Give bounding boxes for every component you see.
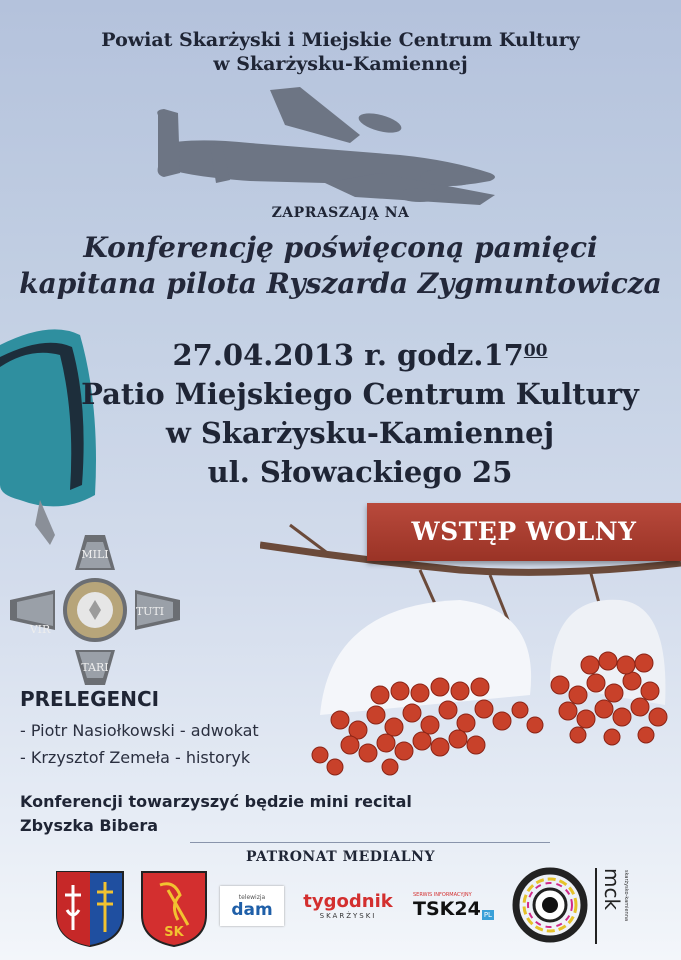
tygodnik-logo-sub: SKARŻYSKI: [319, 912, 377, 920]
conference-title-line-2: kapitana pilota Ryszarda Zygmuntowicza: [19, 267, 662, 300]
tygodnik-logo: [297, 890, 399, 922]
mck-text-logo: [595, 868, 627, 944]
event-details: [60, 336, 660, 492]
event-address: ul. Słowackiego 25: [207, 455, 513, 489]
mck-eye-logo: [512, 867, 588, 943]
city-coat-of-arms-logo: [140, 870, 208, 948]
divider: [190, 842, 550, 843]
mck-logo-text: mck: [600, 868, 624, 911]
bomber-plane-illustration: [150, 85, 510, 210]
tygodnik-logo-text: tygodnik: [303, 891, 393, 912]
organizer-header: [0, 28, 681, 76]
dam-tv-logo: [220, 886, 284, 926]
media-patronage-title: PATRONAT MEDIALNY: [246, 849, 435, 865]
medal-text-right: TUTI: [135, 605, 165, 618]
dam-tv-logo-caption: telewizja: [238, 893, 266, 901]
organizer-line-2: w Skarżysku-Kamiennej: [213, 53, 468, 75]
speaker-item: - Krzysztof Zemeła - historyk: [20, 748, 251, 767]
medal-text-left: VIR: [29, 623, 51, 636]
tsk24-logo: [413, 888, 491, 924]
event-date-text: 27.04.2013 r. godz.17: [172, 338, 524, 372]
tsk24-logo-suffix: PL: [483, 911, 492, 919]
event-time-minutes: 00: [523, 341, 548, 361]
mck-logo-sub: skarżysko-kamienna: [623, 870, 629, 922]
dam-tv-logo-text: dam: [231, 899, 273, 920]
event-date: [60, 336, 660, 375]
invite-text: ZAPRASZAJĄ NA: [271, 205, 410, 221]
medal-text-top: MILI: [81, 548, 109, 561]
speaker-item: - Piotr Nasiołkowski - adwokat: [20, 721, 259, 740]
medal-text-bottom: TARI: [81, 661, 109, 674]
conference-title: [0, 230, 681, 302]
event-venue-line-1: Patio Miejskiego Centrum Kultury: [81, 377, 639, 411]
svg-text:SK: SK: [164, 925, 184, 940]
recital-info: [20, 790, 412, 838]
county-coat-of-arms-logo: [55, 870, 125, 948]
organizer-line-1: Powiat Skarżyski i Miejskie Centrum Kultury: [101, 29, 580, 51]
recital-line-1: Konferencji towarzyszyć będzie mini recital: [20, 792, 412, 811]
event-venue-line-2: w Skarżysku-Kamiennej: [165, 416, 555, 450]
recital-line-2: Zbyszka Bibera: [20, 816, 158, 835]
tsk24-logo-text: TSK24: [413, 898, 481, 920]
tsk24-logo-caption: SERWIS INFORMACYJNY: [413, 892, 472, 898]
conference-title-line-1: Konferencję poświęconą pamięci: [83, 231, 598, 264]
free-entry-banner: WSTĘP WOLNY: [367, 503, 681, 561]
speakers-title: PRELEGENCI: [20, 687, 160, 711]
